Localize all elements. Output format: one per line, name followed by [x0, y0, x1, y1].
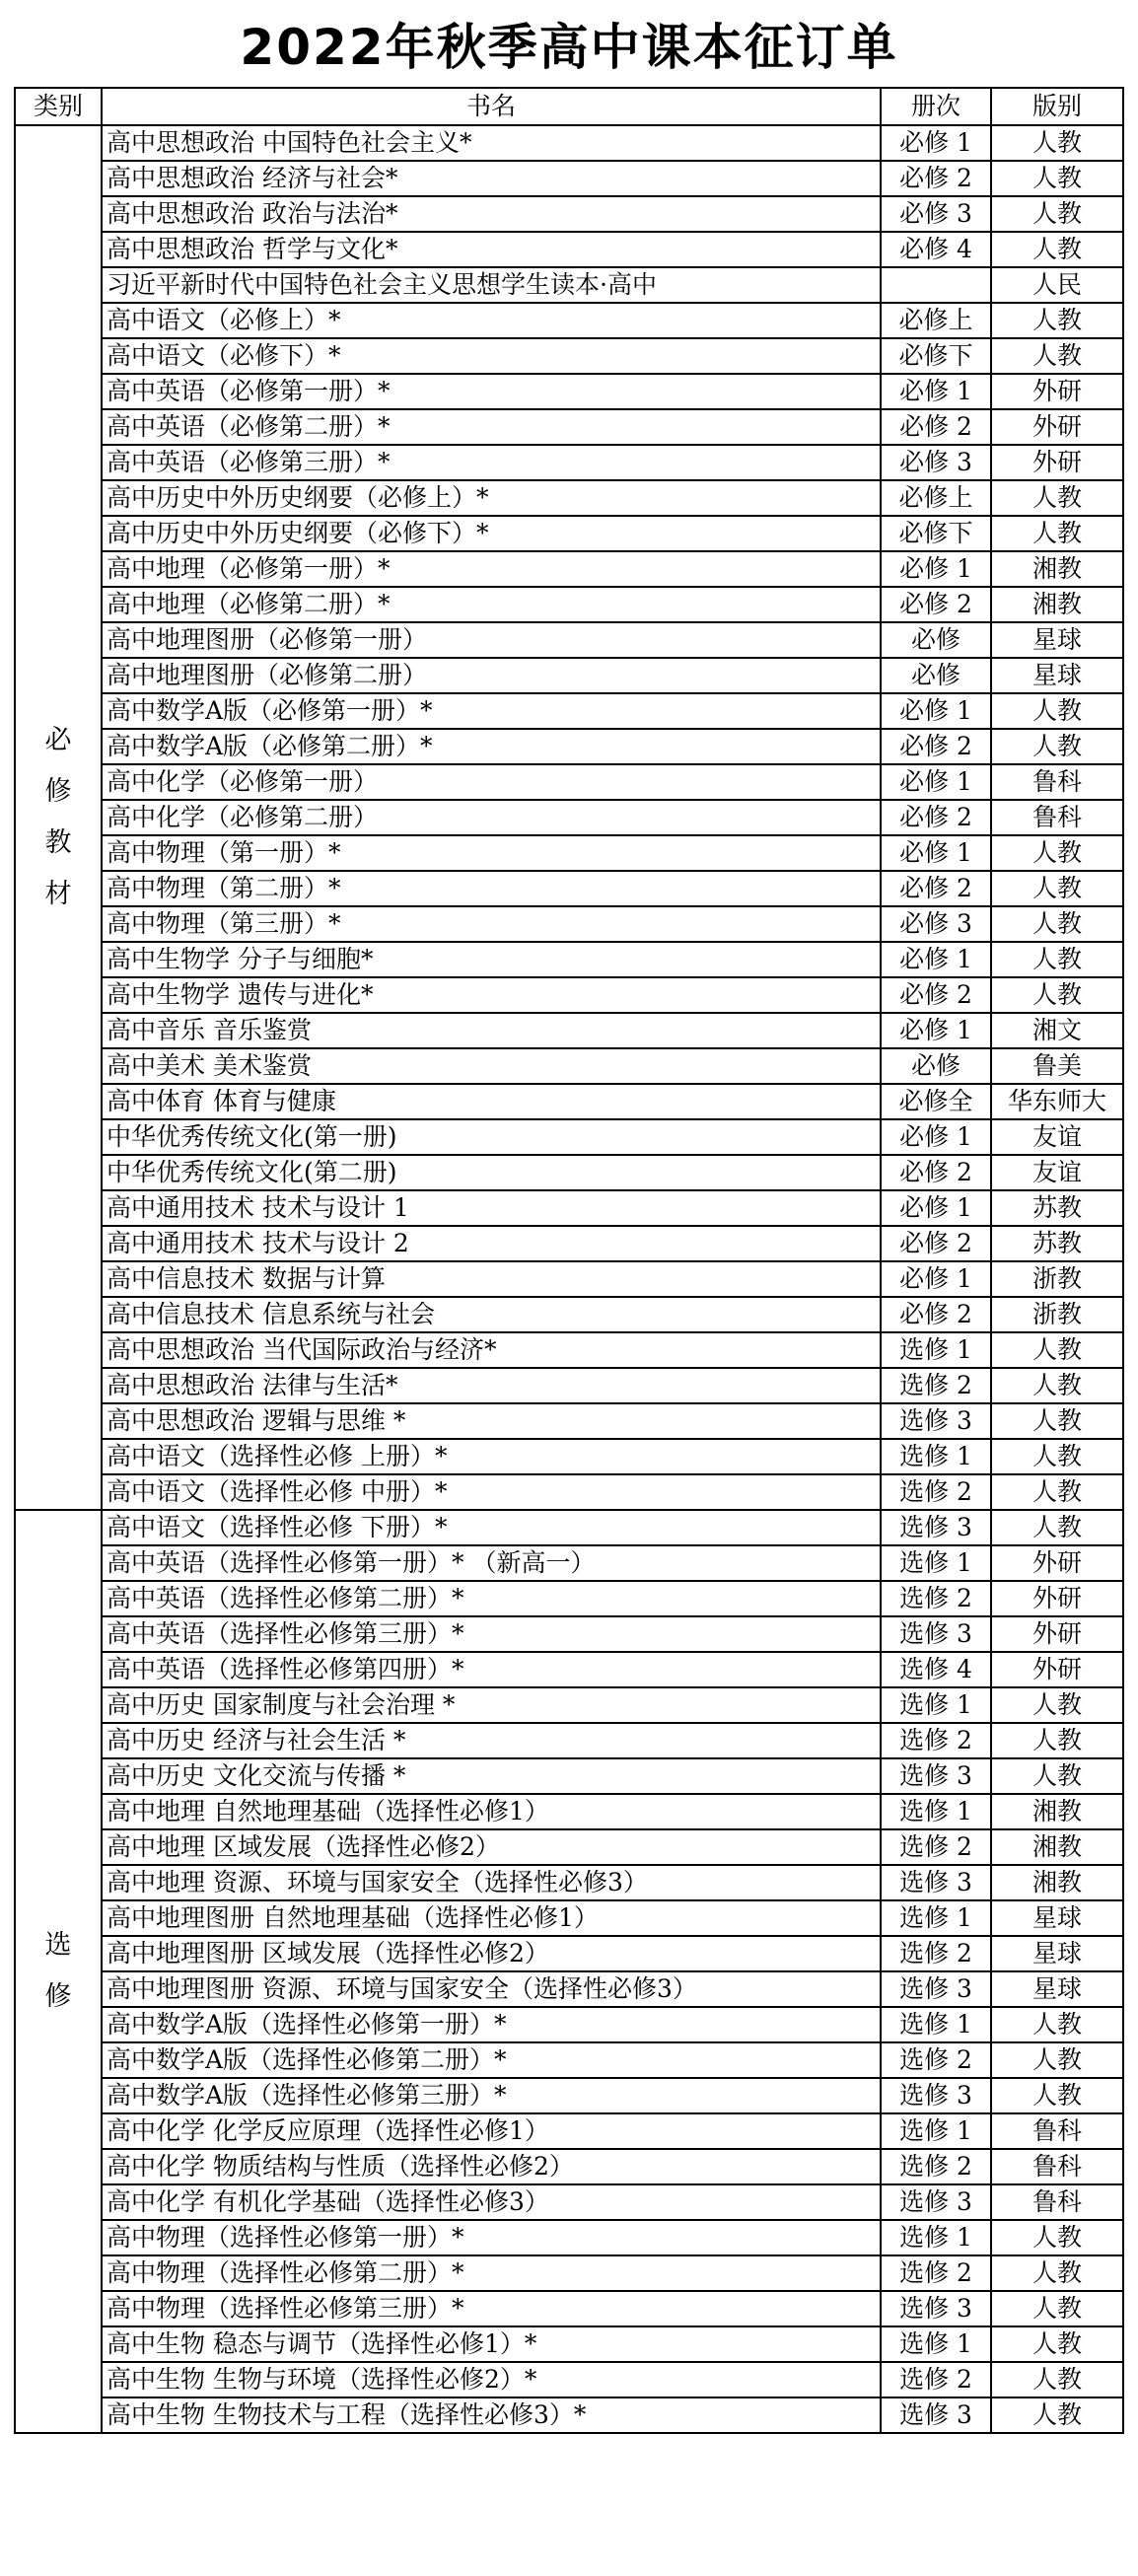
page-title: 2022年秋季高中课本征订单 — [240, 19, 898, 76]
volume-cell: 必修 — [881, 658, 991, 693]
book-name-cell: 高中通用技术 技术与设计 2 — [102, 1226, 881, 1261]
book-name-cell: 习近平新时代中国特色社会主义思想学生读本·高中 — [102, 267, 881, 303]
book-name-cell: 高中英语（选择性必修第一册）* （新高一） — [102, 1545, 881, 1581]
publisher-cell: 外研 — [991, 1652, 1123, 1687]
volume-cell: 必修 1 — [881, 1119, 991, 1155]
book-name-cell: 高中体育 体育与健康 — [102, 1084, 881, 1119]
publisher-cell: 外研 — [991, 1545, 1123, 1581]
publisher-cell: 友谊 — [991, 1119, 1123, 1155]
publisher-cell: 外研 — [991, 1581, 1123, 1616]
book-name-cell: 高中思想政治 经济与社会* — [102, 161, 881, 196]
table-row — [15, 2220, 1123, 2255]
table-row — [15, 1403, 1123, 1439]
volume-cell: 必修 2 — [881, 1297, 991, 1332]
book-name-cell: 中华优秀传统文化(第一册) — [102, 1119, 881, 1155]
book-name-cell: 高中地理 自然地理基础（选择性必修1） — [102, 1794, 881, 1829]
book-name-cell: 高中生物 稳态与调节（选择性必修1）* — [102, 2326, 881, 2362]
book-name-cell: 高中化学 有机化学基础（选择性必修3） — [102, 2184, 881, 2220]
book-name-cell: 高中思想政治 法律与生活* — [102, 1368, 881, 1403]
table-row — [15, 232, 1123, 267]
book-name-cell: 高中地理 资源、环境与国家安全（选择性必修3） — [102, 1865, 881, 1900]
book-name-cell: 高中思想政治 政治与法治* — [102, 196, 881, 232]
publisher-cell: 湘文 — [991, 1013, 1123, 1048]
book-name-cell: 高中物理（选择性必修第一册）* — [102, 2220, 881, 2255]
publisher-cell: 人教 — [991, 906, 1123, 942]
table-row — [15, 125, 1123, 161]
book-name-cell: 高中英语（必修第一册）* — [102, 374, 881, 409]
header-name: 书名 — [102, 88, 881, 125]
table-row — [15, 977, 1123, 1013]
volume-cell: 选修 1 — [881, 2220, 991, 2255]
volume-cell: 必修 2 — [881, 729, 991, 764]
volume-cell: 必修 1 — [881, 835, 991, 871]
book-name-cell: 高中语文（选择性必修 上册）* — [102, 1439, 881, 1474]
table-row — [15, 622, 1123, 658]
book-name-cell: 高中数学A版（选择性必修第二册）* — [102, 2042, 881, 2078]
publisher-cell: 友谊 — [991, 1155, 1123, 1190]
publisher-cell: 星球 — [991, 1900, 1123, 1936]
volume-cell: 必修 — [881, 1048, 991, 1084]
volume-cell: 选修 1 — [881, 1687, 991, 1723]
book-name-cell: 高中英语（选择性必修第二册）* — [102, 1581, 881, 1616]
book-name-cell: 高中地理图册（必修第一册） — [102, 622, 881, 658]
book-name-cell: 中华优秀传统文化(第二册) — [102, 1155, 881, 1190]
volume-cell: 选修 2 — [881, 1829, 991, 1865]
volume-cell: 选修 2 — [881, 1936, 991, 1971]
volume-cell: 选修 1 — [881, 1545, 991, 1581]
volume-cell: 必修 3 — [881, 906, 991, 942]
publisher-cell: 人教 — [991, 232, 1123, 267]
volume-cell: 选修 2 — [881, 1581, 991, 1616]
table-row — [15, 374, 1123, 409]
table-row — [15, 658, 1123, 693]
volume-cell — [881, 267, 991, 303]
table-row — [15, 1545, 1123, 1581]
publisher-cell: 人教 — [991, 693, 1123, 729]
table-row — [15, 445, 1123, 480]
table-row — [15, 1794, 1123, 1829]
book-name-cell: 高中历史中外历史纲要（必修上）* — [102, 480, 881, 516]
publisher-cell: 鲁美 — [991, 1048, 1123, 1084]
book-name-cell: 高中信息技术 信息系统与社会 — [102, 1297, 881, 1332]
publisher-cell: 星球 — [991, 622, 1123, 658]
publisher-cell: 人教 — [991, 1403, 1123, 1439]
book-name-cell: 高中数学A版（必修第二册）* — [102, 729, 881, 764]
publisher-cell: 人教 — [991, 338, 1123, 374]
volume-cell: 选修 2 — [881, 2255, 991, 2291]
table-body — [15, 125, 1123, 2433]
table-row — [15, 871, 1123, 906]
publisher-cell: 湘教 — [991, 1829, 1123, 1865]
book-name-cell: 高中思想政治 中国特色社会主义* — [102, 125, 881, 161]
publisher-cell: 人教 — [991, 303, 1123, 338]
table-row — [15, 2291, 1123, 2326]
table-row — [15, 267, 1123, 303]
publisher-cell: 外研 — [991, 409, 1123, 445]
table-row — [15, 2149, 1123, 2184]
book-name-cell: 高中生物学 分子与细胞* — [102, 942, 881, 977]
publisher-cell: 人教 — [991, 1510, 1123, 1545]
volume-cell: 必修 1 — [881, 1013, 991, 1048]
publisher-cell: 人教 — [991, 1758, 1123, 1794]
publisher-cell: 鲁科 — [991, 2149, 1123, 2184]
book-name-cell: 高中化学（必修第一册） — [102, 764, 881, 800]
volume-cell: 选修 2 — [881, 1723, 991, 1758]
book-name-cell: 高中地理（必修第二册）* — [102, 587, 881, 622]
book-name-cell: 高中英语（选择性必修第四册）* — [102, 1652, 881, 1687]
category-cell — [15, 125, 102, 1510]
book-name-cell: 高中历史 文化交流与传播 * — [102, 1758, 881, 1794]
table-row — [15, 1581, 1123, 1616]
volume-cell: 必修 2 — [881, 977, 991, 1013]
table-row — [15, 1616, 1123, 1652]
volume-cell: 选修 1 — [881, 1332, 991, 1368]
volume-cell: 选修 2 — [881, 2362, 991, 2397]
book-name-cell: 高中数学A版（选择性必修第一册）* — [102, 2007, 881, 2042]
header-publisher: 版别 — [991, 88, 1123, 125]
table-row — [15, 1297, 1123, 1332]
table-row — [15, 1687, 1123, 1723]
publisher-cell: 鲁科 — [991, 800, 1123, 835]
volume-cell: 选修 3 — [881, 2184, 991, 2220]
table-row — [15, 516, 1123, 551]
volume-cell: 必修 1 — [881, 125, 991, 161]
volume-cell: 必修上 — [881, 303, 991, 338]
book-name-cell: 高中化学 物质结构与性质（选择性必修2） — [102, 2149, 881, 2184]
table-row — [15, 800, 1123, 835]
table-row — [15, 1119, 1123, 1155]
volume-cell: 选修 3 — [881, 1865, 991, 1900]
volume-cell: 选修 2 — [881, 1368, 991, 1403]
volume-cell: 必修 2 — [881, 871, 991, 906]
book-name-cell: 高中物理（第三册）* — [102, 906, 881, 942]
table-row — [15, 2007, 1123, 2042]
book-name-cell: 高中数学A版（选择性必修第三册）* — [102, 2078, 881, 2113]
book-name-cell: 高中思想政治 哲学与文化* — [102, 232, 881, 267]
volume-cell: 必修 2 — [881, 800, 991, 835]
publisher-cell: 人教 — [991, 2291, 1123, 2326]
table-row — [15, 480, 1123, 516]
volume-cell: 必修 3 — [881, 196, 991, 232]
book-name-cell: 高中思想政治 当代国际政治与经济* — [102, 1332, 881, 1368]
header-row — [15, 88, 1123, 125]
publisher-cell: 湘教 — [991, 1865, 1123, 1900]
volume-cell: 选修 1 — [881, 1900, 991, 1936]
table-row — [15, 1332, 1123, 1368]
volume-cell: 选修 3 — [881, 1758, 991, 1794]
table-row — [15, 1971, 1123, 2007]
volume-cell: 选修 4 — [881, 1652, 991, 1687]
book-name-cell: 高中化学 化学反应原理（选择性必修1） — [102, 2113, 881, 2149]
book-name-cell: 高中语文（必修下）* — [102, 338, 881, 374]
table-row — [15, 1261, 1123, 1297]
publisher-cell: 人教 — [991, 480, 1123, 516]
volume-cell: 必修全 — [881, 1084, 991, 1119]
publisher-cell: 人教 — [991, 942, 1123, 977]
book-name-cell: 高中地理图册 区域发展（选择性必修2） — [102, 1936, 881, 1971]
title-area — [0, 0, 1138, 87]
publisher-cell: 人教 — [991, 2326, 1123, 2362]
table-row — [15, 1155, 1123, 1190]
publisher-cell: 人教 — [991, 1368, 1123, 1403]
book-name-cell: 高中信息技术 数据与计算 — [102, 1261, 881, 1297]
volume-cell: 选修 3 — [881, 1403, 991, 1439]
table-row — [15, 551, 1123, 587]
table-row — [15, 906, 1123, 942]
publisher-cell: 鲁科 — [991, 764, 1123, 800]
publisher-cell: 人教 — [991, 2255, 1123, 2291]
book-name-cell: 高中历史 经济与社会生活 * — [102, 1723, 881, 1758]
table-row — [15, 2184, 1123, 2220]
publisher-cell: 外研 — [991, 1616, 1123, 1652]
book-name-cell: 高中英语（必修第二册）* — [102, 409, 881, 445]
volume-cell: 必修 2 — [881, 409, 991, 445]
publisher-cell: 人教 — [991, 2220, 1123, 2255]
volume-cell: 选修 1 — [881, 2113, 991, 2149]
volume-cell: 必修 2 — [881, 1155, 991, 1190]
book-name-cell: 高中音乐 音乐鉴赏 — [102, 1013, 881, 1048]
publisher-cell: 外研 — [991, 445, 1123, 480]
table-row — [15, 338, 1123, 374]
publisher-cell: 人教 — [991, 835, 1123, 871]
publisher-cell: 浙教 — [991, 1261, 1123, 1297]
volume-cell: 选修 3 — [881, 1616, 991, 1652]
publisher-cell: 星球 — [991, 1971, 1123, 2007]
volume-cell: 必修 2 — [881, 161, 991, 196]
table-row — [15, 1936, 1123, 1971]
volume-cell: 必修 — [881, 622, 991, 658]
volume-cell: 必修 1 — [881, 693, 991, 729]
volume-cell: 必修 1 — [881, 551, 991, 587]
publisher-cell: 人教 — [991, 1332, 1123, 1368]
publisher-cell: 人教 — [991, 1439, 1123, 1474]
book-name-cell: 高中物理（第二册）* — [102, 871, 881, 906]
publisher-cell: 人教 — [991, 977, 1123, 1013]
volume-cell: 选修 2 — [881, 1474, 991, 1510]
book-name-cell: 高中数学A版（必修第一册）* — [102, 693, 881, 729]
publisher-cell: 人教 — [991, 2007, 1123, 2042]
publisher-cell: 人教 — [991, 125, 1123, 161]
book-name-cell: 高中语文（选择性必修 中册）* — [102, 1474, 881, 1510]
publisher-cell: 人教 — [991, 1723, 1123, 1758]
table-row — [15, 835, 1123, 871]
category-label: 选 修 — [44, 1930, 72, 2012]
volume-cell: 必修下 — [881, 338, 991, 374]
publisher-cell: 湘教 — [991, 1794, 1123, 1829]
book-name-cell: 高中物理（第一册）* — [102, 835, 881, 871]
book-name-cell: 高中英语（选择性必修第三册）* — [102, 1616, 881, 1652]
book-name-cell: 高中通用技术 技术与设计 1 — [102, 1190, 881, 1226]
table-row — [15, 1048, 1123, 1084]
publisher-cell: 人教 — [991, 2078, 1123, 2113]
book-name-cell: 高中地理图册 自然地理基础（选择性必修1） — [102, 1900, 881, 1936]
header-volume: 册次 — [881, 88, 991, 125]
volume-cell: 选修 1 — [881, 1794, 991, 1829]
book-name-cell: 高中生物 生物与环境（选择性必修2）* — [102, 2362, 881, 2397]
book-name-cell: 高中物理（选择性必修第三册）* — [102, 2291, 881, 2326]
publisher-cell: 苏教 — [991, 1190, 1123, 1226]
table-row — [15, 2362, 1123, 2397]
table-row — [15, 1652, 1123, 1687]
table-row — [15, 1865, 1123, 1900]
table-row — [15, 1474, 1123, 1510]
publisher-cell: 湘教 — [991, 587, 1123, 622]
table-row — [15, 1368, 1123, 1403]
publisher-cell: 人教 — [991, 871, 1123, 906]
publisher-cell: 浙教 — [991, 1297, 1123, 1332]
table-row — [15, 729, 1123, 764]
volume-cell: 选修 3 — [881, 2291, 991, 2326]
book-name-cell: 高中语文（选择性必修 下册）* — [102, 1510, 881, 1545]
volume-cell: 选修 1 — [881, 2007, 991, 2042]
table-row — [15, 764, 1123, 800]
publisher-cell: 人教 — [991, 2397, 1123, 2433]
volume-cell: 必修 1 — [881, 1190, 991, 1226]
category-cell — [15, 1510, 102, 2433]
publisher-cell: 人教 — [991, 2042, 1123, 2078]
publisher-cell: 鲁科 — [991, 2184, 1123, 2220]
table-row — [15, 1439, 1123, 1474]
publisher-cell: 人教 — [991, 161, 1123, 196]
book-name-cell: 高中地理 区域发展（选择性必修2） — [102, 1829, 881, 1865]
table-row — [15, 1226, 1123, 1261]
table-row — [15, 942, 1123, 977]
book-name-cell: 高中地理图册（必修第二册） — [102, 658, 881, 693]
table-row — [15, 2326, 1123, 2362]
table-row — [15, 196, 1123, 232]
category-label: 必修 教材 — [44, 725, 72, 909]
table-row — [15, 1510, 1123, 1545]
volume-cell: 必修下 — [881, 516, 991, 551]
table-row — [15, 1084, 1123, 1119]
volume-cell: 选修 3 — [881, 1510, 991, 1545]
table-row — [15, 161, 1123, 196]
book-name-cell: 高中地理图册 资源、环境与国家安全（选择性必修3） — [102, 1971, 881, 2007]
publisher-cell: 人教 — [991, 1687, 1123, 1723]
volume-cell: 必修 1 — [881, 374, 991, 409]
table-row — [15, 1829, 1123, 1865]
book-name-cell: 高中历史 国家制度与社会治理 * — [102, 1687, 881, 1723]
header-category: 类别 — [15, 88, 102, 125]
publisher-cell: 湘教 — [991, 551, 1123, 587]
table-row — [15, 2255, 1123, 2291]
table-row — [15, 1013, 1123, 1048]
publisher-cell: 鲁科 — [991, 2113, 1123, 2149]
volume-cell: 必修 2 — [881, 1226, 991, 1261]
volume-cell: 选修 3 — [881, 1971, 991, 2007]
volume-cell: 选修 1 — [881, 1439, 991, 1474]
table-row — [15, 2397, 1123, 2433]
table-row — [15, 2078, 1123, 2113]
publisher-cell: 人教 — [991, 2362, 1123, 2397]
volume-cell: 必修 1 — [881, 1261, 991, 1297]
volume-cell: 选修 3 — [881, 2397, 991, 2433]
publisher-cell: 华东师大 — [991, 1084, 1123, 1119]
book-name-cell: 高中化学（必修第二册） — [102, 800, 881, 835]
book-name-cell: 高中语文（必修上）* — [102, 303, 881, 338]
publisher-cell: 星球 — [991, 658, 1123, 693]
book-name-cell: 高中生物 生物技术与工程（选择性必修3）* — [102, 2397, 881, 2433]
publisher-cell: 人教 — [991, 729, 1123, 764]
table-row — [15, 2042, 1123, 2078]
table-row — [15, 1723, 1123, 1758]
publisher-cell: 苏教 — [991, 1226, 1123, 1261]
publisher-cell: 人教 — [991, 1474, 1123, 1510]
publisher-cell: 外研 — [991, 374, 1123, 409]
volume-cell: 必修 3 — [881, 445, 991, 480]
book-name-cell: 高中地理（必修第一册）* — [102, 551, 881, 587]
publisher-cell: 人民 — [991, 267, 1123, 303]
table-row — [15, 1900, 1123, 1936]
publisher-cell: 星球 — [991, 1936, 1123, 1971]
book-name-cell: 高中思想政治 逻辑与思维 * — [102, 1403, 881, 1439]
volume-cell: 选修 2 — [881, 2042, 991, 2078]
volume-cell: 选修 1 — [881, 2326, 991, 2362]
volume-cell: 选修 2 — [881, 2149, 991, 2184]
volume-cell: 选修 3 — [881, 2078, 991, 2113]
book-name-cell: 高中物理（选择性必修第二册）* — [102, 2255, 881, 2291]
volume-cell: 必修 1 — [881, 942, 991, 977]
table-row — [15, 409, 1123, 445]
table-row — [15, 303, 1123, 338]
volume-cell: 必修 1 — [881, 764, 991, 800]
table-row — [15, 1190, 1123, 1226]
textbook-order-table — [14, 87, 1124, 2434]
book-name-cell: 高中美术 美术鉴赏 — [102, 1048, 881, 1084]
table-row — [15, 1758, 1123, 1794]
book-name-cell: 高中英语（必修第三册）* — [102, 445, 881, 480]
publisher-cell: 人教 — [991, 516, 1123, 551]
volume-cell: 必修上 — [881, 480, 991, 516]
book-name-cell: 高中生物学 遗传与进化* — [102, 977, 881, 1013]
book-name-cell: 高中历史中外历史纲要（必修下）* — [102, 516, 881, 551]
volume-cell: 必修 4 — [881, 232, 991, 267]
table-row — [15, 2113, 1123, 2149]
table-row — [15, 693, 1123, 729]
volume-cell: 必修 2 — [881, 587, 991, 622]
table-row — [15, 587, 1123, 622]
publisher-cell: 人教 — [991, 196, 1123, 232]
